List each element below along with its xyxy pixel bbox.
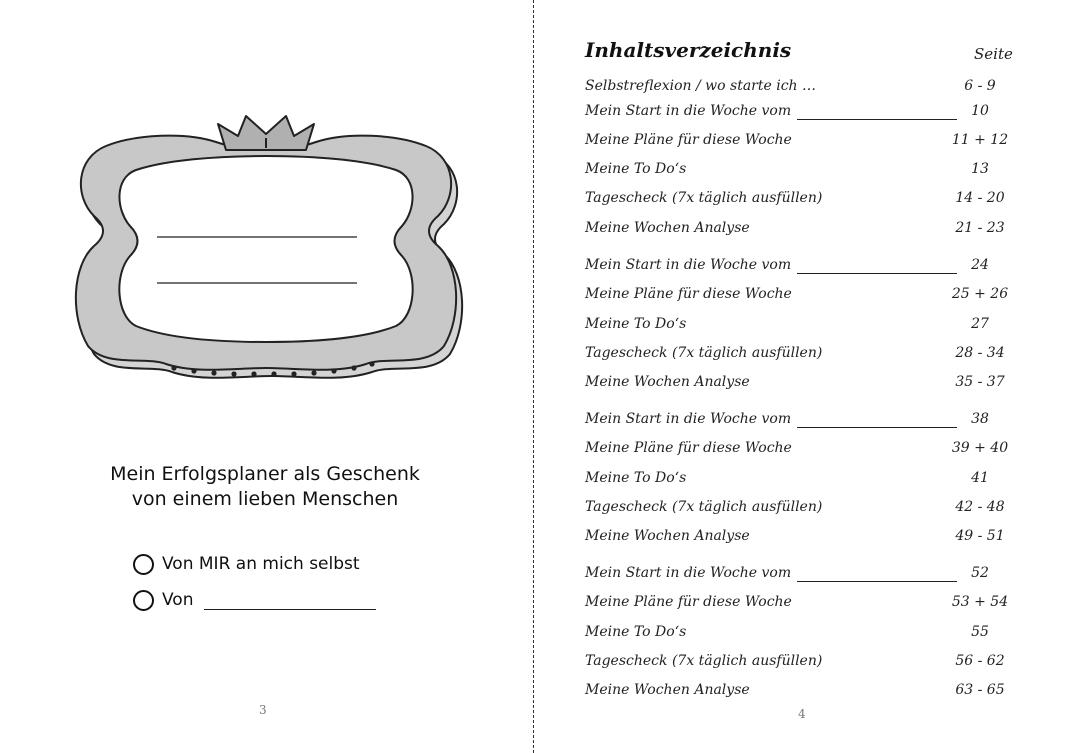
page-fold-divider (533, 0, 534, 753)
right-page (536, 0, 1073, 753)
option-from-label: Von (162, 590, 194, 610)
toc-entry-label: Selbstreflexion / wo starte ich … (585, 78, 817, 94)
toc-entry-label: Meine Pläne für diese Woche (585, 440, 792, 456)
toc-entry-pages: 24 (971, 257, 989, 273)
option-self[interactable] (133, 550, 360, 578)
gift-heading (60, 462, 470, 512)
toc-entry (585, 653, 1015, 675)
toc-entry-label: Meine To Do‘s (585, 316, 687, 332)
toc-entry-label: Mein Start in die Woche vom (585, 257, 792, 273)
toc-entry-pages: 53 + 54 (951, 594, 1009, 610)
toc-entry-pages: 35 - 37 (955, 374, 1005, 390)
toc-entry-label: Meine To Do‘s (585, 470, 687, 486)
toc-entry-pages: 10 (971, 103, 989, 119)
radio-circle-icon[interactable] (133, 554, 154, 575)
date-fill-line[interactable] (797, 105, 957, 120)
toc-entry-pages: 11 + 12 (951, 132, 1009, 148)
toc-entry (585, 499, 1015, 521)
toc-entry (585, 624, 1015, 646)
toc-entry-pages: 21 - 23 (955, 220, 1005, 236)
toc-entry (585, 190, 1015, 212)
toc-entry (585, 565, 1015, 587)
toc-entry (585, 132, 1015, 154)
toc-entry-label: Meine Wochen Analyse (585, 374, 750, 390)
toc-entry-pages: 56 - 62 (955, 653, 1005, 669)
toc-entry (585, 374, 1015, 396)
toc-page-column-label: Seite (974, 45, 1013, 63)
gift-heading-line1: Mein Erfolgsplaner als Geschenk (110, 463, 420, 485)
date-fill-line[interactable] (797, 413, 957, 428)
toc-entry-pages: 41 (971, 470, 989, 486)
toc-entry-pages: 55 (971, 624, 989, 640)
date-fill-line[interactable] (797, 567, 957, 582)
toc-entry-label: Meine Pläne für diese Woche (585, 286, 792, 302)
gift-heading-line2: von einem lieben Menschen (131, 488, 399, 510)
toc-entry-label: Meine Wochen Analyse (585, 528, 750, 544)
toc-entry-label: Mein Start in die Woche vom (585, 103, 792, 119)
toc-entry-pages: 63 - 65 (955, 682, 1005, 698)
option-self-label: Von MIR an mich selbst (162, 554, 360, 574)
page-number-right: 4 (798, 707, 806, 721)
toc-entry-label: Tagescheck (7x täglich ausfüllen) (585, 499, 823, 515)
toc-entry-label: Mein Start in die Woche vom (585, 565, 792, 581)
toc-entry (585, 411, 1015, 433)
toc-entry-pages: 42 - 48 (955, 499, 1005, 515)
toc-entry-pages: 52 (971, 565, 989, 581)
toc-entry (585, 257, 1015, 279)
toc-entry-label: Tagescheck (7x täglich ausfüllen) (585, 190, 823, 206)
toc-entry (585, 528, 1015, 550)
toc-entry-pages: 6 - 9 (964, 78, 996, 94)
radio-circle-icon[interactable] (133, 590, 154, 611)
toc-entry-pages: 27 (971, 316, 989, 332)
toc-entry (585, 220, 1015, 242)
name-fill-line[interactable] (204, 591, 376, 610)
page-number-left: 3 (259, 703, 267, 717)
toc-entry-pages: 13 (971, 161, 989, 177)
crown-frame-illustration (66, 106, 466, 396)
toc-entry-label: Meine Pläne für diese Woche (585, 132, 792, 148)
toc-entry (585, 78, 1015, 100)
toc-entry (585, 345, 1015, 367)
toc-title: Inhaltsverzeichnis (585, 38, 792, 62)
toc-entry-label: Mein Start in die Woche vom (585, 411, 792, 427)
toc-entry (585, 440, 1015, 462)
toc-entry-label: Meine Wochen Analyse (585, 682, 750, 698)
toc-entry (585, 316, 1015, 338)
toc-entry (585, 103, 1015, 125)
toc-entry-pages: 49 - 51 (955, 528, 1005, 544)
option-from[interactable] (133, 586, 376, 614)
toc-entry-label: Meine Pläne für diese Woche (585, 594, 792, 610)
toc-entry (585, 161, 1015, 183)
toc-entry-pages: 14 - 20 (955, 190, 1005, 206)
toc-entry-label: Meine To Do‘s (585, 624, 687, 640)
toc-entry-label: Tagescheck (7x täglich ausfüllen) (585, 345, 823, 361)
date-fill-line[interactable] (797, 259, 957, 274)
toc-entry (585, 470, 1015, 492)
toc-entry-pages: 25 + 26 (951, 286, 1009, 302)
toc-entry-label: Tagescheck (7x täglich ausfüllen) (585, 653, 823, 669)
toc-entry (585, 286, 1015, 308)
left-page (0, 0, 534, 753)
toc-entry (585, 594, 1015, 616)
toc-entry-label: Meine To Do‘s (585, 161, 687, 177)
toc-entry-label: Meine Wochen Analyse (585, 220, 750, 236)
toc-entry (585, 682, 1015, 704)
toc-entry-pages: 38 (971, 411, 989, 427)
toc-entry-pages: 39 + 40 (951, 440, 1009, 456)
toc-entry-pages: 28 - 34 (955, 345, 1005, 361)
